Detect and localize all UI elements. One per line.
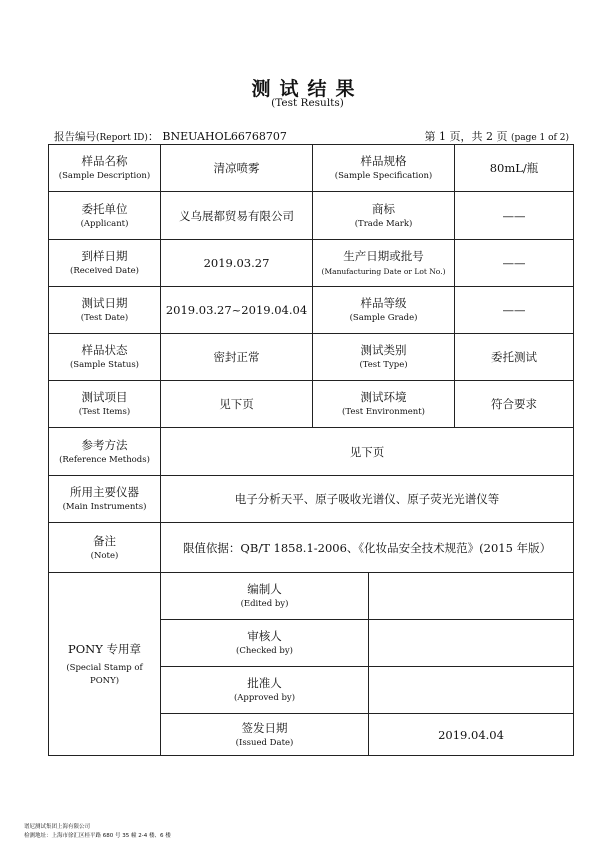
- test-date-label: 测试日期 (Test Date): [49, 287, 161, 334]
- applicant-label: 委托单位 (Applicant): [49, 192, 161, 240]
- test-items-label: 测试项目 (Test Items): [49, 381, 161, 428]
- report-id-separator: ：: [147, 130, 159, 143]
- sample-spec-label: 样品规格 (Sample Specification): [313, 145, 455, 192]
- report-id-label-en: (Report ID): [96, 133, 148, 143]
- test-items-value: 见下页: [161, 381, 313, 428]
- edited-by-value: [369, 573, 574, 620]
- sample-status-label: 样品状态 (Sample Status): [49, 334, 161, 381]
- footer: [24, 823, 171, 841]
- test-env-value: 符合要求: [455, 381, 574, 428]
- table-row: [49, 334, 574, 381]
- table-row: [49, 428, 574, 476]
- checked-by-label: 审核人 (Checked by): [161, 620, 369, 667]
- manufacturing-date-label: 生产日期或批号 (Manufacturing Date or Lot No.): [313, 240, 455, 287]
- table-row: [49, 145, 574, 192]
- sample-grade-value: ——: [455, 287, 574, 334]
- page-number-cn: 第 1 页，共 2 页: [424, 130, 508, 143]
- special-stamp-title: PONY 专用章: [68, 641, 141, 656]
- test-env-label: 测试环境 (Test Environment): [313, 381, 455, 428]
- approved-by-label: 批准人 (Approved by): [161, 667, 369, 714]
- sample-grade-label: 样品等级 (Sample Grade): [313, 287, 455, 334]
- manufacturing-date-value: ——: [455, 240, 574, 287]
- received-date-label: 到样日期 (Received Date): [49, 240, 161, 287]
- sample-desc-label: 样品名称 (Sample Description): [49, 145, 161, 192]
- instruments-label: 所用主要仪器 (Main Instruments): [49, 476, 161, 523]
- report-id-value: BNEUAHOL66768707: [162, 130, 287, 143]
- special-stamp-cell: PONY 专用章 (Special Stamp of PONY): [49, 573, 161, 756]
- received-date-value: 2019.03.27: [161, 240, 313, 287]
- page-number-en: (page 1 of 2): [510, 133, 569, 143]
- results-table: [48, 144, 574, 756]
- table-row: [49, 523, 574, 573]
- note-label: 备注 (Note): [49, 523, 161, 573]
- approved-by-value: [369, 667, 574, 714]
- sample-desc-value: 清凉喷雾: [161, 145, 313, 192]
- table-row: [49, 573, 574, 620]
- footer-address: 检测地址：上海市徐汇区桂平路 680 号 35 幢 2-4 楼、6 楼: [24, 833, 171, 839]
- table-row: [49, 240, 574, 287]
- table-row: [49, 287, 574, 334]
- table-row: [49, 476, 574, 523]
- issued-date-value: 2019.04.04: [369, 714, 574, 756]
- edited-by-label: 编制人 (Edited by): [161, 573, 369, 620]
- page-title: 测试结果: [251, 78, 364, 100]
- ref-methods-label: 参考方法 (Reference Methods): [49, 428, 161, 476]
- table-row: [49, 192, 574, 240]
- page-number: [424, 128, 569, 144]
- sample-status-value: 密封正常: [161, 334, 313, 381]
- note-value: 限值依据：QB/T 1858.1-2006、《化妆品安全技术规范》(2015 年版）: [161, 523, 574, 573]
- applicant-value: 义乌展都贸易有限公司: [161, 192, 313, 240]
- ref-methods-value: 见下页: [161, 428, 574, 476]
- test-date-value: 2019.03.27~2019.04.04: [161, 287, 313, 334]
- trade-mark-label: 商标 (Trade Mark): [313, 192, 455, 240]
- report-id-label: 报告编号: [54, 131, 96, 143]
- test-type-label: 测试类别 (Test Type): [313, 334, 455, 381]
- issued-date-label: 签发日期 (Issued Date): [161, 714, 369, 756]
- table-row: [49, 381, 574, 428]
- checked-by-value: [369, 620, 574, 667]
- trade-mark-value: ——: [455, 192, 574, 240]
- sample-spec-value: 80mL/瓶: [455, 145, 574, 192]
- test-type-value: 委托测试: [455, 334, 574, 381]
- page-subtitle: (Test Results): [271, 97, 344, 109]
- report-id-line: [54, 128, 287, 144]
- instruments-value: 电子分析天平、原子吸收光谱仪、原子荧光光谱仪等: [161, 476, 574, 523]
- footer-company: 谱尼测试集团上海有限公司: [24, 824, 91, 830]
